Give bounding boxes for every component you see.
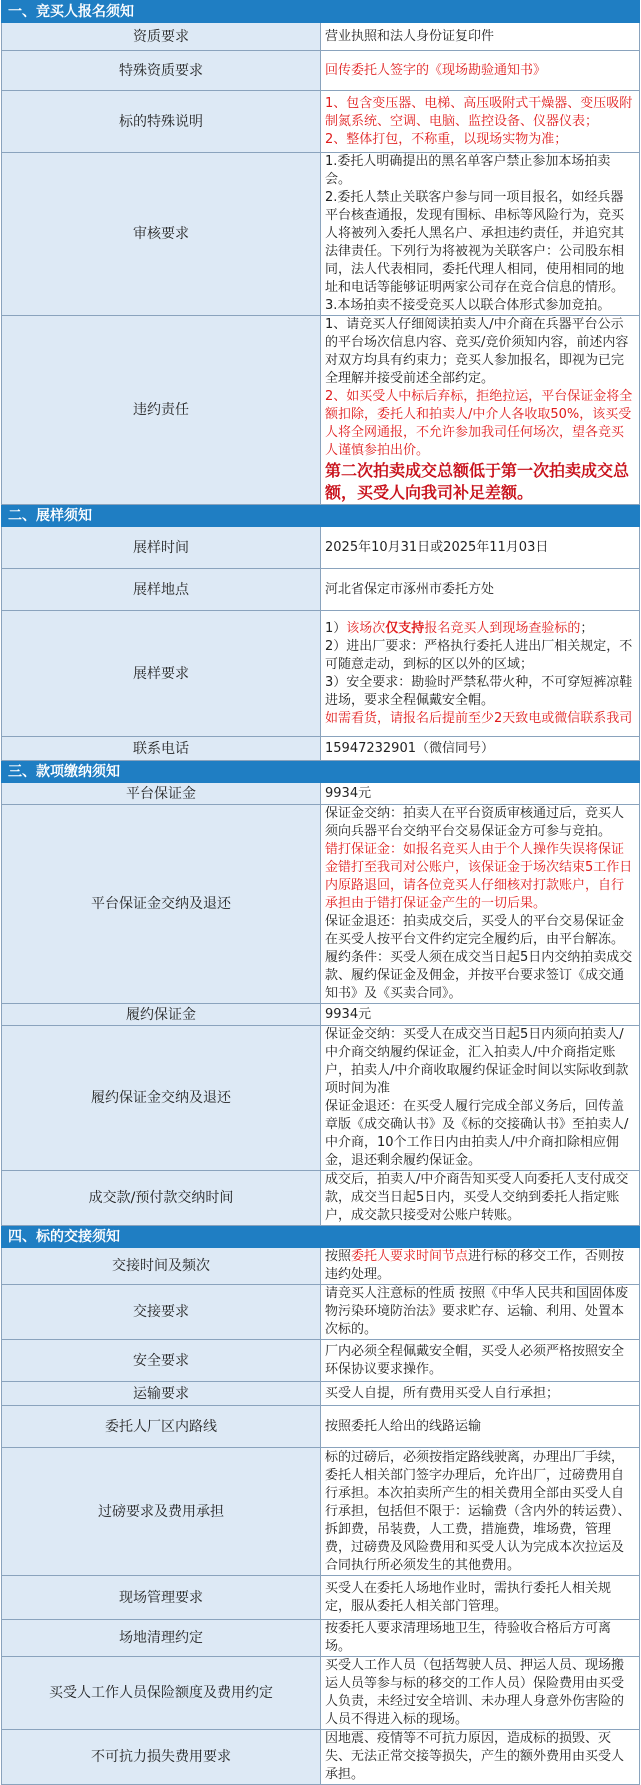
value: 买受人在委托人场地作业时，需执行委托人相关规定，服从委托人相关部门管理。 <box>321 1576 640 1620</box>
value: 按委托人要求清理场地卫生，待验收合格后方可离场。 <box>321 1620 640 1657</box>
req-line <box>325 620 635 638</box>
section-header <box>2 1 640 23</box>
value: 河北省保定市涿州市委托方处 <box>321 569 640 611</box>
label: 交接时间及频次 <box>2 1248 321 1285</box>
req-text: 该场次 <box>346 620 386 636</box>
section-title: 二、展样须知 <box>2 505 640 527</box>
row-special-qualification <box>2 51 640 91</box>
value: 营业执照和法人身份证复印件 <box>321 23 640 51</box>
label: 履约保证金交纳及退还 <box>2 1026 321 1171</box>
label: 运输要求 <box>2 1382 321 1406</box>
pay-line: 错打保证金：如报名竞买人由于个人操作失误将保证金错打至我司对公账户，该保证金于场次结束5工作日内原路退回，请各位竞买人仔细核对打款账户，自行承担由于错打保证金产生的一切后果。 <box>325 842 633 911</box>
row-insurance <box>2 1657 640 1730</box>
req-line: 3）安全要求：勘验时严禁私带火种，不可穿短裤凉鞋进场，要求全程佩戴安全帽。 <box>325 674 633 708</box>
value: 买受人工作人员（包括驾驶人员、押运人员、现场搬运人员等参与标的移交的工作人员）保险费用由买受人负责，未经过安全培训、未办理人身意外伤害险的人员不得进入标的现场。 <box>321 1657 640 1730</box>
value <box>321 91 640 153</box>
req-text: ； <box>580 620 594 636</box>
perfpay-line: 保证金退还：在买受人履行完成全部义务后，回传盖章版《成交确认书》及《标的交接确认书》至拍卖人/中介商，10个工作日内由拍卖人/中介商扣除相应佣金，退还剩余履约保证金。 <box>325 1099 629 1168</box>
req-text: 1） <box>325 620 347 636</box>
label: 现场管理要求 <box>2 1576 321 1620</box>
req-line: 2）进出厂要求：严格执行委托人进出厂相关规定，不可随意走动，到标的区以外的区域； <box>325 638 633 672</box>
value <box>321 316 640 505</box>
pay-line: 履约条件：买受人须在成交当日起5日内交纳拍卖成交款、履约保证金及佣金，并按平台要求签订《成交通知书》及《买卖合同》。 <box>325 950 633 1001</box>
row-platform-deposit <box>2 783 640 805</box>
label: 展样地点 <box>2 569 321 611</box>
label: 场地清理约定 <box>2 1620 321 1657</box>
label: 展样时间 <box>2 527 321 569</box>
row-phone <box>2 737 640 761</box>
label: 买受人工作人员保险额度及费用约定 <box>2 1657 321 1730</box>
row-special-notes <box>2 91 640 153</box>
section-title: 三、款项缴纳须知 <box>2 761 640 783</box>
label: 联系电话 <box>2 737 321 761</box>
value-text: 按照 <box>325 1249 352 1264</box>
value-text: 进行标的移交工作，否则按违约处理。 <box>325 1249 625 1282</box>
label: 成交款/预付款交纳时间 <box>2 1171 321 1226</box>
pay-line: 保证金退还：拍卖成交后，买受人的平台交易保证金在买受人按平台文件约定完全履约后，由平台解冻。 <box>325 914 625 947</box>
label: 履约保证金 <box>2 1004 321 1026</box>
row-transport <box>2 1382 640 1406</box>
row-force-majeure <box>2 1730 640 1785</box>
row-qualification <box>2 23 640 51</box>
req-text: 仅支持 <box>385 620 425 636</box>
row-platform-deposit-payment <box>2 805 640 1004</box>
breach-line: 2、如买受人中标后弃标，拒绝拉运，平台保证金将全额扣除，委托人和拍卖人/中介人各收取50%，该买受人将全网通报，不允许参加我司任何场次，望各竞买人谨慎参拍出价。 <box>325 389 633 458</box>
label: 资质要求 <box>2 23 321 51</box>
row-exhibit-requirements <box>2 611 640 737</box>
row-breach <box>2 316 640 505</box>
row-site-cleanup <box>2 1620 640 1657</box>
row-performance-deposit <box>2 1004 640 1026</box>
row-handover-requirements <box>2 1285 640 1340</box>
value: 买受人自提，所有费用买受人自行承担； <box>321 1382 640 1406</box>
value: 标的过磅后，必须按指定路线驶离，办理出厂手续，委托人相关部门签字办理后，允许出厂，过磅费用自行承担。本次拍卖所产生的相关费用全部由买受人自行承担，包括但不限于：运输费（含内外的转运费）、拆卸费，吊装费，人工费，措施费，堆场费，管理费，过磅费及风险费用和买受人认为完成本次拉运及合同执行所必须发生的其他费用。 <box>321 1448 640 1576</box>
section-title: 四、标的交接须知 <box>2 1226 640 1248</box>
section-header <box>2 761 640 783</box>
row-site-management <box>2 1576 640 1620</box>
label: 交接要求 <box>2 1285 321 1340</box>
value: 按照委托人给出的线路运输 <box>321 1406 640 1448</box>
audit-line: 1.委托人明确提出的黑名单客户禁止参加本场拍卖会。 <box>325 154 611 187</box>
section-title: 一、竞买人报名须知 <box>2 1 640 23</box>
value: 2025年10月31日或2025年11月03日 <box>321 527 640 569</box>
value: 回传委托人签字的《现场勘验通知书》 <box>321 51 640 91</box>
label: 特殊资质要求 <box>2 51 321 91</box>
value: 成交后，拍卖人/中介商告知买受人向委托人支付成交款，成交当日起5日内，买受人交纳到委托人指定账户，成交款只接受对公账户转账。 <box>321 1171 640 1226</box>
value <box>321 611 640 737</box>
label: 审核要求 <box>2 153 321 316</box>
pay-line: 保证金交纳：拍卖人在平台资质审核通过后，竞买人须向兵器平台交纳平台交易保证金方可参与竞拍。 <box>325 806 625 839</box>
label: 不可抗力损失费用要求 <box>2 1730 321 1785</box>
row-exhibit-place <box>2 569 640 611</box>
breach-line: 1、请竞买人仔细阅读拍卖人/中介商在兵器平台公示的平台场次信息内容、竞买/竞价须知内容，前述内容对双方均具有约束力；竞买人参加报名，即视为已完全理解并接受前述全部约定。 <box>325 317 629 386</box>
label: 过磅要求及费用承担 <box>2 1448 321 1576</box>
section-header <box>2 1226 640 1248</box>
value: 厂内必须全程佩戴安全帽，买受人必须严格按照安全环保协议要求操作。 <box>321 1340 640 1382</box>
audit-line: 2.委托人禁止关联客户参与同一项目报名，如经兵器平台核查通报，发现有围标、串标等风险行为，竞买人将被列入委托人黑名户、承担违约责任，并追究其法律责任。下列行为将被视为关联客户：公司股东相同，法人代表相同，委托代理人相同，使用相同的地址和电话等能够证明两家公司存在竞合信息的情形。 <box>325 190 625 295</box>
section-header <box>2 505 640 527</box>
value: 15947232901（微信同号） <box>321 737 640 761</box>
label: 违约责任 <box>2 316 321 505</box>
req-text: 报名竞买人到现场查验标的 <box>424 620 581 636</box>
value <box>321 1248 640 1285</box>
row-performance-deposit-payment <box>2 1026 640 1171</box>
audit-line: 3.本场拍卖不接受竞买人以联合体形式参加竞拍。 <box>325 298 611 313</box>
value <box>321 1026 640 1171</box>
label: 委托人厂区内路线 <box>2 1406 321 1448</box>
breach-warning: 第二次拍卖成交总额低于第一次拍卖成交总额，买受人向我司补足差额。 <box>325 461 630 502</box>
row-safety <box>2 1340 640 1382</box>
note-line: 2、整体打包，不称重，以现场实物为准； <box>325 131 568 147</box>
notice-table <box>1 0 640 1785</box>
row-handover-time <box>2 1248 640 1285</box>
perfpay-line: 保证金交纳：买受人在成交当日起5日内须向拍卖人/中介商交纳履约保证金，汇入拍卖人/中介商指定账户，拍卖人/中介商收取履约保证金时间以实际收到款项时间为准 <box>325 1027 629 1096</box>
label: 展样要求 <box>2 611 321 737</box>
req-line: 如需看货，请报名后提前至少2天致电或微信联系我司 <box>325 710 633 726</box>
value: 9934元 <box>321 783 640 805</box>
note-line: 1、包含变压器、电梯、高压吸附式干燥器、变压吸附制氮系统、空调、电脑、监控设备、仪器仪表； <box>325 95 633 129</box>
row-exhibit-time <box>2 527 640 569</box>
row-route <box>2 1406 640 1448</box>
row-audit <box>2 153 640 316</box>
label: 平台保证金 <box>2 783 321 805</box>
value: 因地震、疫情等不可抗力原因，造成标的损毁、灭失、无法正常交接等损失，产生的额外费用由买受人承担。 <box>321 1730 640 1785</box>
value <box>321 805 640 1004</box>
value: 请竞买人注意标的性质 按照《中华人民共和国固体废物污染环境防治法》要求贮存、运输、利用、处置本次标的。 <box>321 1285 640 1340</box>
value-text: 委托人要求时间节点 <box>351 1249 469 1264</box>
value <box>321 153 640 316</box>
label: 安全要求 <box>2 1340 321 1382</box>
label: 平台保证金交纳及退还 <box>2 805 321 1004</box>
value: 9934元 <box>321 1004 640 1026</box>
row-weighing <box>2 1448 640 1576</box>
row-deal-payment-time <box>2 1171 640 1226</box>
label: 标的特殊说明 <box>2 91 321 153</box>
